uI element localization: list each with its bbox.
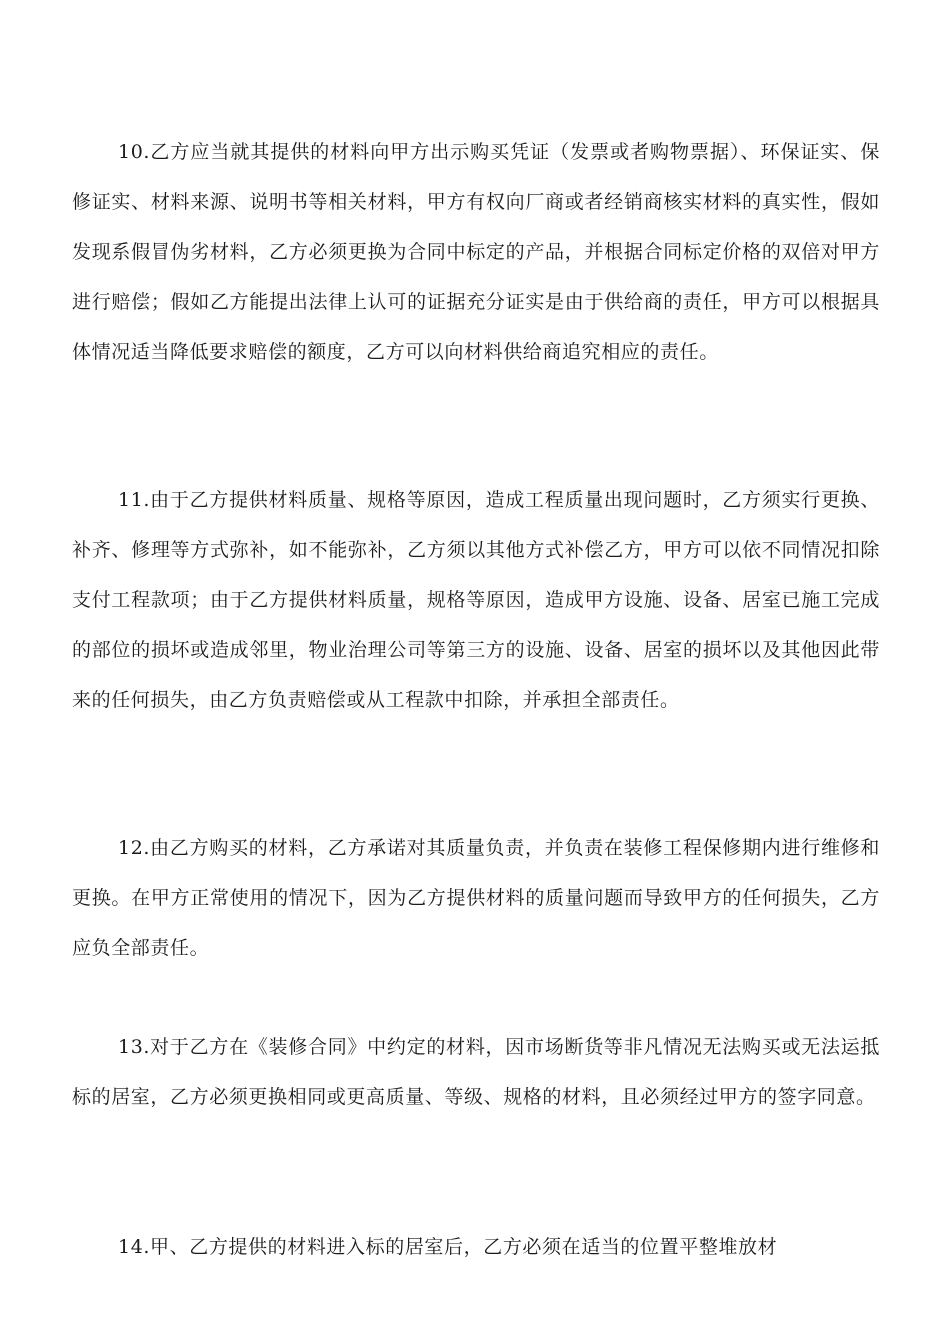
clause-11-number: 11. [118, 489, 151, 511]
clause-13-text: 对于乙方在《装修合同》中约定的材料，因市场断货等非凡情况无法购买或无法运抵标的居室，乙方必须更换相同或更高质量、等级、规格的材料，且必须经过甲方的签字同意。 [72, 1036, 880, 1108]
clause-11-text: 由于乙方提供材料质量、规格等原因，造成工程质量出现问题时，乙方须实行更换、补齐、修理等方式弥补，如不能弥补，乙方须以其他方式补偿乙方，甲方可以依不同情况扣除支付工程款项；由于乙方提供材料质量，规格等原因，造成甲方设施、设备、居室已施工完成的部位的损坏或造成邻里，物业治理公司等第三方的设施、设备、居室的损坏以及其他因此带来的任何损失，由乙方负责赔偿或从工程款中扣除，并承担全部责任。 [72, 489, 880, 711]
clause-12-number: 12. [118, 837, 151, 859]
clause-10-text: 乙方应当就其提供的材料向甲方出示购买凭证（发票或者购物票据）、环保证实、保修证实、材料来源、说明书等相关材料，甲方有权向厂商或者经销商核实材料的真实性，假如发现系假冒伪劣材料，乙方必须更换为合同中标定的产品，并根据合同标定价格的双倍对甲方进行赔偿；假如乙方能提出法律上认可的证据充分证实是由于供给商的责任，甲方可以根据具体情况适当降低要求赔偿的额度，乙方可以向材料供给商追究相应的责任。 [72, 141, 880, 363]
clause-11-paragraph [72, 475, 880, 725]
clause-12-paragraph [72, 823, 880, 973]
clause-14-text: 甲、乙方提供的材料进入标的居室后，乙方必须在适当的位置平整堆放材 [150, 1236, 778, 1258]
clause-10-number: 10. [118, 141, 151, 163]
clause-10-paragraph [72, 127, 880, 377]
clause-13-number: 13. [118, 1036, 151, 1058]
clause-13-paragraph [72, 1022, 880, 1122]
clause-12-text: 由乙方购买的材料，乙方承诺对其质量负责，并负责在装修工程保修期内进行维修和更换。在甲方正常使用的情况下，因为乙方提供材料的质量问题而导致甲方的任何损失，乙方应负全部责任。 [72, 837, 880, 959]
clause-14-number: 14. [118, 1236, 151, 1258]
clause-14-paragraph [72, 1222, 880, 1272]
